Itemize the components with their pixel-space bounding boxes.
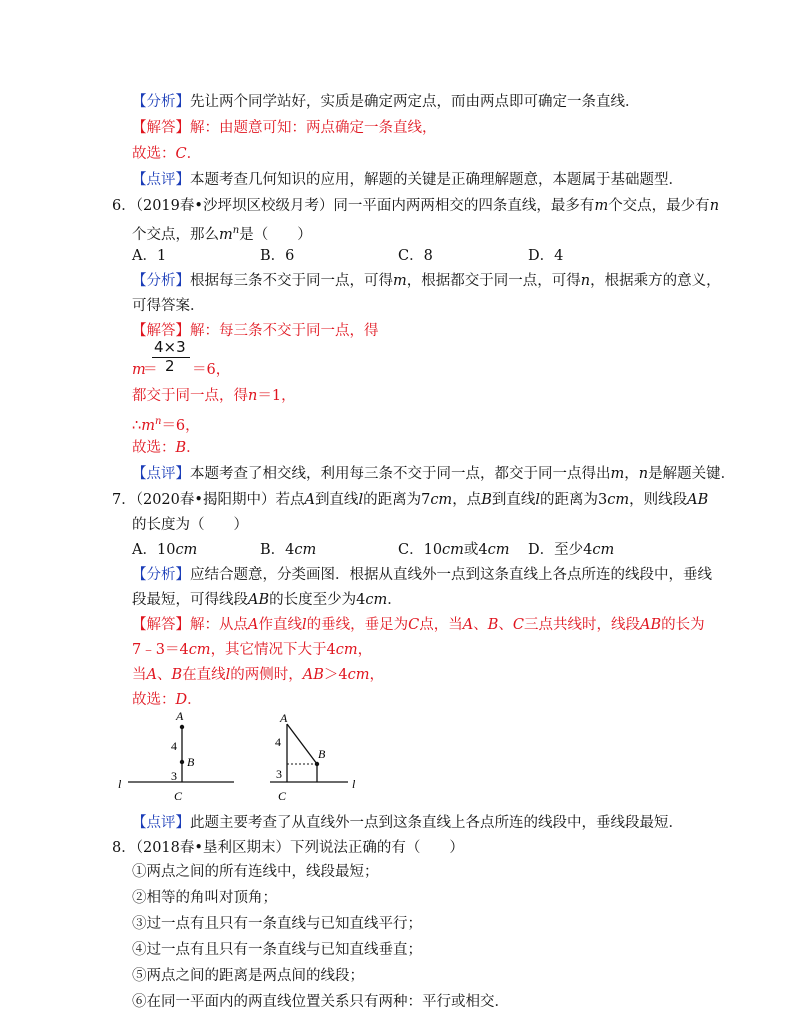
q7-figure-1 [118,709,234,803]
q8-item-5: ⑤两点之间的距离是两点间的线段； [132,968,364,984]
q7-option-a[interactable]: A．10cm [132,542,198,558]
q6-answer-line1: 【解答】解：每三条不交于同一点，得 [132,323,379,339]
q6-option-c[interactable]: C．8 [398,248,433,264]
q7-option-d[interactable]: D．至少4cm [528,542,615,558]
fig1-label-c: C [174,789,183,803]
q6-comment: 【点评】本题考查了相交线，利用每三条不交于同一点，都交于同一点得出m，n是解题关键． [132,466,736,482]
q7-stem-line2: 的长度为（ ） [132,517,248,533]
q7-figure-2 [270,711,356,803]
q6-option-b[interactable]: B．6 [260,248,295,264]
q7-choice: 故选：D． [132,692,202,708]
fig2-label-c: C [278,789,287,803]
q5-choice: 故选：C． [132,146,202,162]
q6-answer-line3: 都交于同一点，得n＝1， [132,388,296,404]
fig1-label-a: A [176,709,184,723]
q7-stem-line1: 7．（2020春•揭阳期中）若点A到直线l的距离为7cm，点B到直线l的距离为3cm，则线段AB [112,492,709,508]
q5-answer: 【解答】解：由题意可知：两点确定一条直线， [132,120,437,136]
q6-option-a[interactable]: A．1 [132,248,167,264]
fig2-label-l: l [352,777,356,791]
q5-analysis: 【分析】先让两个同学站好，实质是确定两定点，而由两点即可确定一条直线． [132,94,640,110]
q8-item-1: ①两点之间的所有连线中，线段最短； [132,864,379,880]
q6-choice: 故选：B． [132,440,201,456]
fig2-label-3: 3 [276,767,282,781]
fig1-label-4: 4 [171,739,177,753]
q7-analysis-line2: 段最短，可得线段AB的长度至少为4cm． [132,592,402,608]
q6-fraction-equation: m ＝ 4×3 2 ＝6， [132,338,231,378]
q6-answer-line4: $\therefore m^n=6$， [132,416,200,434]
fig1-label-3: 3 [171,769,177,783]
q7-answer-line3: 当A、B在直线l的两侧时，AB＞4cm， [132,667,385,683]
fig2-segment-ab [287,724,317,764]
fig2-label-a: A [280,711,288,725]
q7-answer-line1: 【解答】解：从点A作直线l的垂线，垂足为C点，当A、B、C三点共线时，线段AB的长为 [132,617,705,633]
q7-answer-line2: 7﹣3＝4cm，其它情况下大于4cm， [132,642,373,658]
q8-item-6: ⑥在同一平面内的两直线位置关系只有两种：平行或相交． [132,994,509,1010]
q6-fraction-denominator: 2 [165,357,175,375]
fig2-label-b: B [318,747,326,761]
q8-stem: 8．（2018春•垦利区期末）下列说法正确的有（ ） [112,840,464,856]
q7-analysis-line1: 【分析】应结合题意，分类画图．根据从直线外一点到这条直线上各点所连的线段中，垂线 [132,567,712,583]
q8-item-4: ④过一点有且只有一条直线与已知直线垂直； [132,942,422,958]
fig1-label-b: B [187,755,195,769]
q7-figures [110,706,370,810]
q6-fraction-numerator: 4×3 [154,338,186,356]
q8-item-3: ③过一点有且只有一条直线与已知直线平行； [132,916,422,932]
q6-analysis-line1: 【分析】根据每三条不交于同一点，可得m，根据都交于同一点，可得n，根据乘方的意义， [132,273,721,289]
q6-option-d[interactable]: D．4 [528,248,564,264]
fig1-point-b [180,760,184,764]
q6-stem-line1: 6．（2019春•沙坪坝区校级月考）同一平面内两两相交的四条直线，最多有m个交点，最少有n [112,198,720,214]
fig1-point-a [180,725,184,729]
q6-analysis-line2: 可得答案． [132,298,205,314]
q6-stem-line2: 个交点，那么$m^n$是（ ） [132,225,312,243]
q8-item-2: ②相等的角叫对顶角； [132,890,277,906]
q7-option-c[interactable]: C．10cm或4cm [398,542,510,558]
q5-comment: 【点评】本题考查几何知识的应用，解题的关键是正确理解题意，本题属于基础题型． [132,172,683,188]
fig1-label-l: l [118,777,122,791]
fig2-point-b [315,762,319,766]
q7-option-b[interactable]: B．4cm [260,542,317,558]
fig2-label-4: 4 [275,735,281,749]
q7-comment: 【点评】此题主要考查了从直线外一点到这条直线上各点所连的线段中，垂线段最短． [132,815,683,831]
